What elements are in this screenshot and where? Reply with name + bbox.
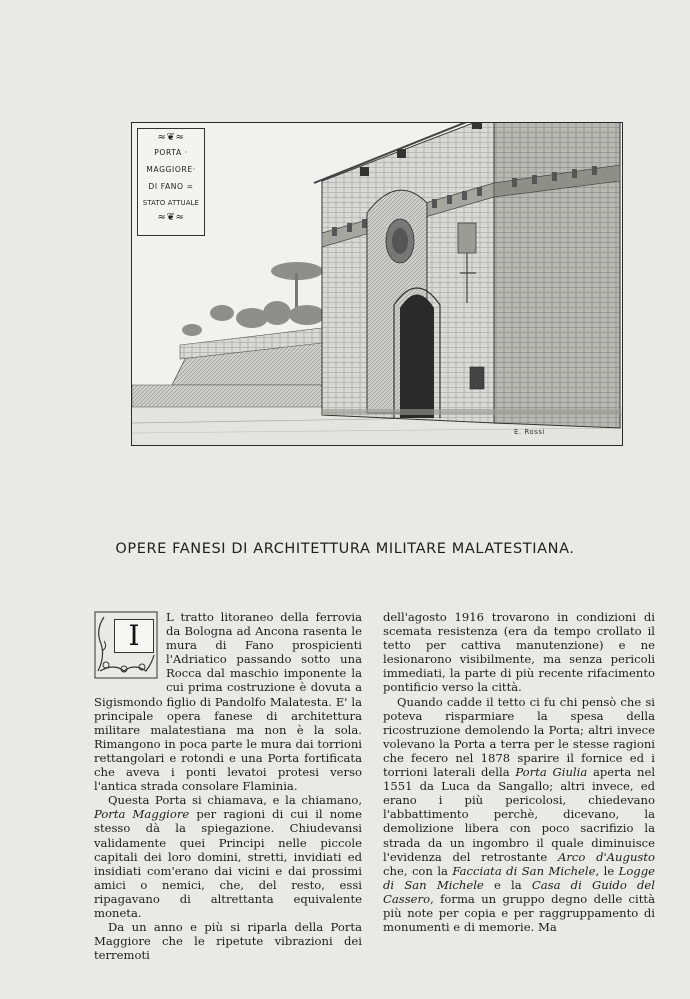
illustration-caption <box>137 128 205 236</box>
caption-line: DI FANO = <box>148 182 194 191</box>
artist-signature: E. Rossi <box>514 428 545 436</box>
text-run: , le <box>595 863 615 878</box>
italic-term: Casa di Guido del Cassero <box>383 877 655 906</box>
right-column <box>383 610 655 934</box>
italic-term: Porta Maggiore <box>94 807 190 822</box>
text-run: Quando cadde il tetto ci fu chi pensò che si poteva risparmiare la spesa della ricostruzione demolendo la Porta; altri invece volevano la Porta a terra per le stesse ragioni che fecero nel 1878 sparire il fornice ed i torrioni laterali della <box>383 694 655 780</box>
paragraph: L tratto litoraneo della ferrovia da Bologna ad Ancona rasenta le mura di Fano prospicienti l'Adriatico passando sotto una Rocca dal maschio imponente la cui prima costruzione è dovuta a Sigismondo figlio di Pandolfo Malatesta. E' la principale opera fanese di architettura militare malatestiana ma non è la sola. Rimangono in poca parte le mura dai torrioni rettangolari e rotondi e una Porta fortificata che aveva i ponti levatoi protesi verso l'antica strada consolare Flaminia. <box>94 610 362 794</box>
drop-cap-ornament <box>94 611 158 679</box>
text-run: e la <box>493 877 522 892</box>
caption-line: PORTA · <box>154 148 188 157</box>
engraving-drawing <box>132 123 622 445</box>
caption-ornament-bottom: ≈❦≈ <box>157 212 185 223</box>
text-run: che, con la <box>383 863 448 878</box>
article-title: OPERE FANESI DI ARCHITETTURA MILITARE MALATESTIANA. <box>115 541 575 557</box>
caption-ornament-top: ≈❦≈ <box>157 132 185 143</box>
paragraph <box>383 695 655 935</box>
caption-line: MAGGIORE· <box>146 165 196 174</box>
left-column <box>94 610 362 962</box>
paragraph: Da un anno e più si riparla della Porta Maggiore che le ripetute vibrazioni dei terremoti <box>94 920 362 963</box>
paragraph <box>94 793 362 920</box>
text-run: aperta nel 1551 da Luca da Sangallo; altri invece, ed erano i più pericolosi, chiedevano l'abbattimento perchè, dicevano, la demolizione libera con poco sacrifizio la strada da un ingombro il quale diminuisce l'evidenza del retrostante <box>383 765 656 864</box>
italic-term: Facciata di San Michele <box>452 863 596 878</box>
text-run: per ragioni di cui il nome stesso dà la spiegazione. Chiudevansi validamente quei Principi nelle piccole capitali dei loro domini, stretti, invidiati ed insidiati com'erano dai vicini e dai prossimi amici o nemici, che, del resto, essi ripagavano di altrettanta equivalente moneta. <box>94 807 363 920</box>
text-run: , forma un gruppo degno delle città più note per copia e per raggruppamento di monumenti e di memorie. Ma <box>383 891 655 935</box>
italic-term: Logge di San Michele <box>383 863 656 892</box>
caption-line: STATO ATTUALE <box>142 199 200 207</box>
text-run: Questa Porta si chiamava, e la chiamano, <box>108 793 362 808</box>
italic-term: Arco d'Augusto <box>557 849 655 864</box>
drop-cap-letter: I <box>114 619 154 653</box>
italic-term: Porta Giulia <box>515 765 588 780</box>
paragraph: dell'agosto 1916 trovarono in condizioni di scemata resistenza (era da tempo crollato il tetto per cattiva manutenzione) e ne lesionarono visibilmente, ma senza pericoli immediati, la parte di più recente rifacimento pontificio verso la città. <box>383 610 655 695</box>
